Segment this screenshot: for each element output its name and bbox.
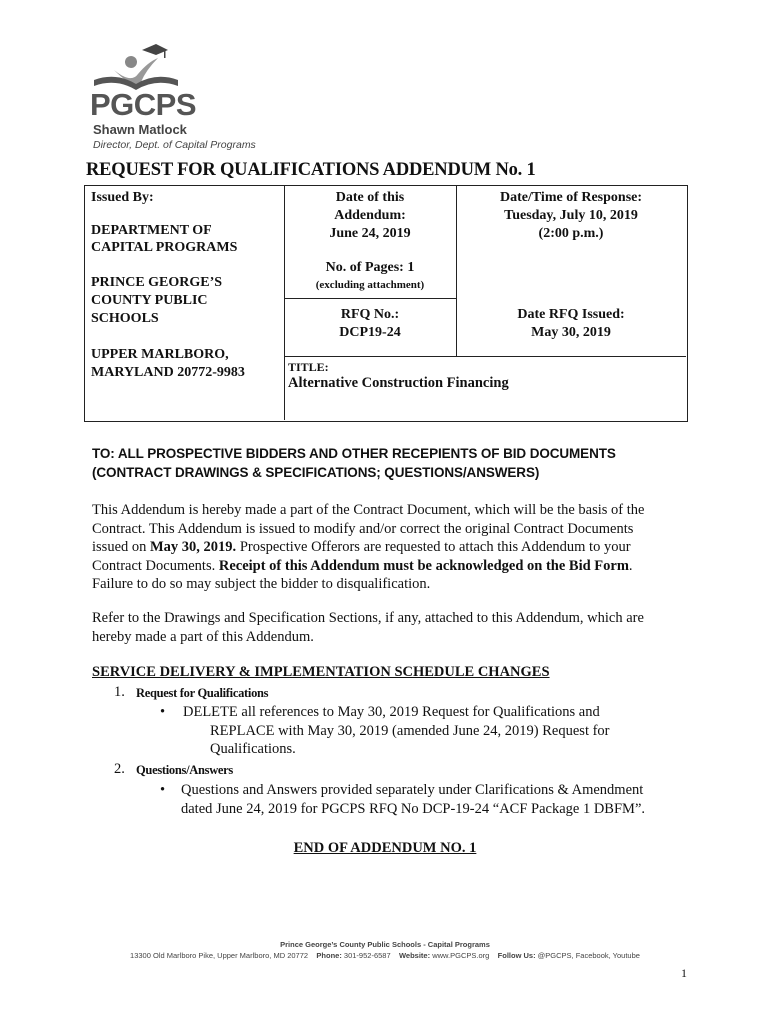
refer-paragraph [92,609,692,646]
footer-phone-label: Phone: [316,951,342,960]
rfq-issued-label: Date RFQ Issued: [517,307,625,322]
address-line-2: MARYLAND 20772-9983 [91,365,245,380]
pages-note: (excluding attachment) [315,279,425,291]
page-number: 1 [681,966,687,980]
para1-line-3-c: Prospective Offerors are requested to attach this Addendum to your [236,539,631,555]
para1-line-2: Contract. This Addendum is issued to modify and/or correct the original Contract Documents [92,520,634,537]
rfq-no-label: RFQ No.: [340,307,400,322]
org-line-1: PRINCE GEORGE’S [91,275,223,290]
item-1-label: Request for Qualifications [136,686,269,700]
footer-org: Prince George’s County Public Schools - Capital Programs [280,940,490,949]
addendum-date-label-2: Addendum: [334,208,406,223]
department-name: DEPARTMENT OF CAPITAL PROGRAMS [91,223,238,255]
addendum-paragraph [92,501,692,594]
title-value: Alternative Construction Financing [288,375,509,391]
item-1-line-2: REPLACE with May 30, 2019 (amended June 24, 2019) Request for [210,722,610,739]
table-hline-1 [284,298,456,299]
item-2-label: Questions/Answers [136,763,233,777]
response-label: Date/Time of Response: [499,190,643,205]
para1-line-5: Failure to do so may subject the bidder to disqualification. [92,576,431,592]
para1-line-3-b: May 30, 2019. [150,539,237,555]
para1-line-3 [92,538,692,557]
brand-wordmark: PGCPS [90,87,197,122]
to-heading-line-1: TO: ALL PROSPECTIVE BIDDERS AND OTHER RECEPIENTS OF BID DOCUMENTS [92,446,616,461]
director-name: Shawn Matlock [93,122,187,137]
footer-website: www.PGCPS.org [432,951,490,960]
rfq-issued-date: May 30, 2019 [531,325,611,340]
to-heading [92,444,616,482]
footer-website-label: Website: [398,951,431,960]
para2-line-2: hereby made a part of this Addendum. [92,628,314,645]
response-time: (2:00 p.m.) [538,226,604,241]
response-date: Tuesday, July 10, 2019 [504,208,638,223]
para1-line-1: This Addendum is hereby made a part of the Contract Document, which will be the basis of the [92,502,645,518]
item-2-line-2: dated June 24, 2019 for PGCPS RFQ No DCP-19-24 “ACF Package 1 DBFM”. [181,800,645,817]
footer-phone: 301-952-6587 [343,951,391,960]
director-title: Director, Dept. of Capital Programs [93,139,256,151]
addendum-date: June 24, 2019 [329,226,411,241]
item-2-bullet: • [160,782,166,798]
footer-follow-label: Follow Us: [497,951,536,960]
para2-line-1: Refer to the Drawings and Specification Sections, if any, attached to this Addendum, which are [92,610,644,626]
para1-line-3-a: issued on [92,539,150,555]
footer-contact [0,951,770,960]
footer-address: 13300 Old Marlboro Pike, Upper Marlboro, MD 20772 [130,951,309,960]
section-title: SERVICE DELIVERY & IMPLEMENTATION SCHEDULE CHANGES [92,664,550,680]
item-1-line-1: DELETE all references to May 30, 2019 Request for Qualifications and [183,704,600,720]
table-hline-2 [284,356,686,357]
rfq-no: DCP19-24 [339,325,401,340]
item-1-line-3: Qualifications. [210,741,296,757]
issued-by-label: Issued By: [91,190,154,205]
org-line-3: SCHOOLS [91,311,159,326]
title-label: TITLE: [288,360,329,374]
pages-label: No. of Pages: 1 [325,260,415,275]
item-2-text [181,781,681,818]
item-2-line-1: Questions and Answers provided separately under Clarifications & Amendment [181,782,644,798]
item-1-text [183,703,663,759]
para1-line-4-b: Receipt of this Addendum must be acknowledged on the Bid Form [218,557,629,574]
addendum-date-label-1: Date of this [335,190,405,205]
para1-line-4 [92,557,692,576]
para1-line-4-a: Contract Documents. [92,557,219,574]
org-line-2: COUNTY PUBLIC [91,293,208,308]
footer-follow: @PGCPS, Facebook, Youtube [537,951,640,960]
address-line-1: UPPER MARLBORO, [91,347,229,362]
item-1-bullet: • [160,704,166,720]
item-1-number: 1. [114,684,125,700]
para1-line-4-c: . [628,557,633,574]
item-2-number: 2. [114,761,125,777]
to-heading-line-2: (CONTRACT DRAWINGS & SPECIFICATIONS; QUESTIONS/ANSWERS) [92,465,540,480]
end-of-addendum: END OF ADDENDUM NO. 1 [293,840,477,856]
document-title: REQUEST FOR QUALIFICATIONS ADDENDUM No. 1 [86,160,536,180]
